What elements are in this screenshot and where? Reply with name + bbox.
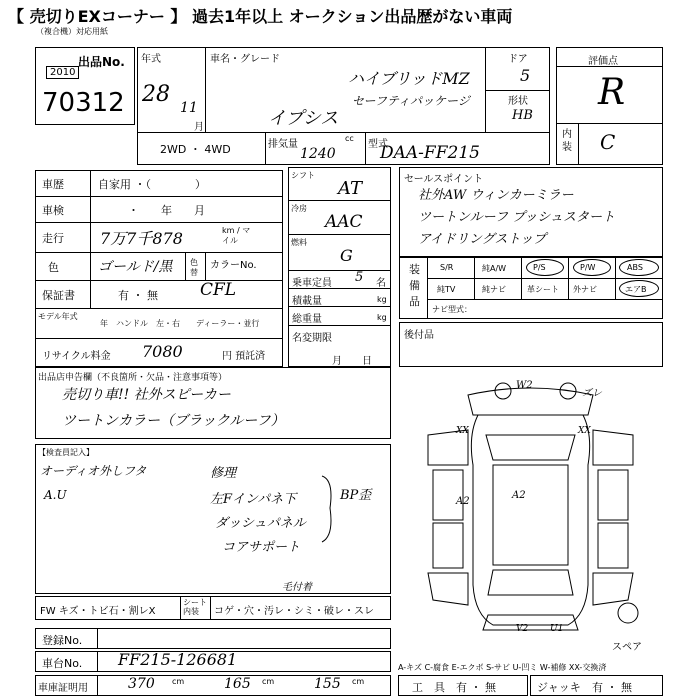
- interior-label: 内装: [562, 129, 572, 153]
- shift-label: シフト: [291, 171, 315, 180]
- capacity-label: 乗車定員: [292, 278, 332, 289]
- fuel-label: 燃料: [291, 238, 307, 247]
- jack-label: ジャッキ: [537, 681, 581, 694]
- chassis-value: FF215-126681: [118, 650, 238, 669]
- notes-label: 出品店申告欄（不良箇所・欠品・注意事項等）: [38, 373, 228, 383]
- selling-point-line1: 社外AW ウィンカーミラー: [418, 188, 574, 203]
- color-label: 色: [48, 261, 59, 274]
- inspector-right-line2: 左Fインパネ下: [210, 492, 297, 507]
- circle-ps: [526, 259, 564, 276]
- equip-ps: P/S: [533, 263, 546, 272]
- door-label: ドア: [508, 54, 528, 65]
- inspector-left-line1: オーディオ外しフタ: [40, 464, 147, 478]
- fuel-value: G: [340, 246, 353, 265]
- equipment-label: 装備品: [409, 263, 420, 308]
- equip-ext-navi: 外ナビ: [573, 285, 597, 294]
- page-title: 【 売切りEXコーナー 】 過去1年以上 オークション出品歴がない車両: [8, 7, 513, 26]
- equip-airbag: エアB: [625, 285, 647, 294]
- inspection-label: 車検: [42, 204, 64, 217]
- model-year-value: 年 ハンドル 左・右 ディーラー・並行: [100, 319, 260, 328]
- equip-navi: 純ナビ: [482, 285, 506, 294]
- equip-tv: 純TV: [437, 285, 456, 294]
- capacity-value: 5: [355, 270, 364, 285]
- cert-value2: 165: [224, 676, 251, 692]
- ac-label: 冷房: [291, 204, 307, 213]
- load-label: 積載量: [292, 296, 322, 307]
- recycle-value: 7080: [142, 342, 183, 361]
- circle-abs: [619, 259, 659, 276]
- inspector-bracket-icon: [318, 474, 338, 544]
- diagram-w2: W2: [516, 380, 533, 391]
- warranty-label: 保証書: [42, 289, 75, 302]
- model-year-label: モデル年式: [38, 312, 78, 321]
- ac-value: AAC: [325, 212, 363, 232]
- change-label: 名変期限: [292, 333, 332, 344]
- shape-label: 形状: [508, 96, 528, 107]
- color-change-label: 色替: [190, 258, 198, 277]
- circle-airbag: [619, 280, 659, 297]
- diagram-dz: ズレ: [582, 388, 602, 399]
- post-install-label: 後付品: [404, 330, 434, 341]
- interior-mark: 毛付着: [282, 582, 312, 593]
- circle-pw: [573, 259, 611, 276]
- seat-label: シート内装: [183, 598, 207, 616]
- reg-label: 登録No.: [42, 634, 83, 647]
- cert-cm1: cm: [172, 677, 185, 686]
- inspector-right-line4: コアサポート: [222, 540, 301, 555]
- capacity-unit: 名: [376, 278, 386, 289]
- usage-label: 車歴: [42, 178, 64, 191]
- car-name: イプシス: [268, 108, 339, 129]
- mileage-label: 走行: [42, 232, 64, 245]
- inspection-value: ・ 年 月: [128, 204, 205, 217]
- name-label: 車名・グレード: [210, 54, 280, 65]
- spare-label: スペア: [612, 642, 642, 653]
- cc-unit: cc: [345, 134, 354, 143]
- equip-leather: 革シート: [527, 285, 559, 294]
- equip-sr: S/R: [440, 263, 454, 272]
- warranty-value: 有 ・ 無: [118, 289, 158, 302]
- model-label: 型式: [368, 139, 388, 150]
- month-value: 11: [180, 100, 198, 116]
- selling-point-line2: ツートンルーフ プッシュスタート: [418, 210, 615, 225]
- inspector-left-line2: A.U: [44, 488, 67, 502]
- cert-value3: 155: [314, 676, 341, 692]
- diagram-xx-left: XX: [456, 426, 469, 436]
- mileage-value: 7万7千878: [100, 229, 183, 248]
- damage-legend: A-キズ C-腐食 E-エクボ S-サビ U-凹ミ W-補修 XX-交換済: [398, 663, 607, 672]
- fw-label: FW キズ・トビ石・割レX: [40, 606, 156, 617]
- inspector-right-line1: 修理: [210, 466, 237, 481]
- post-install-box: [399, 322, 663, 367]
- equip-abs: ABS: [627, 263, 643, 272]
- selling-points-label: セールスポイント: [404, 174, 484, 185]
- tools-value: 有 ・ 無: [456, 681, 496, 694]
- cert-cm2: cm: [262, 677, 275, 686]
- color-value: ゴールド/黒: [98, 259, 173, 275]
- model-value: DAA-FF215: [380, 143, 480, 163]
- jack-value: 有 ・ 無: [592, 681, 632, 694]
- recycle-unit: 円 預託済: [222, 351, 266, 362]
- inspector-right-line3: ダッシュパネル: [215, 516, 306, 531]
- lot-sub: 2010: [46, 66, 79, 79]
- chassis-label: 車台No.: [42, 657, 83, 670]
- selling-point-line3: アイドリングストップ: [418, 232, 547, 247]
- inspector-mark: BP歪: [340, 488, 372, 503]
- score-label: 評価点: [588, 56, 618, 67]
- cert-label: 車庫証明用: [38, 683, 88, 694]
- score-value: R: [598, 72, 626, 113]
- usage-value: 自家用 ・（ ）: [98, 178, 206, 191]
- shift-value: AT: [338, 178, 363, 199]
- interior-items: コゲ・穴・汚レ・シミ・破レ・スレ: [214, 606, 374, 617]
- page-subtitle: （複合機）対応用紙: [36, 27, 108, 36]
- tools-label: 工 具: [412, 681, 445, 694]
- month-unit: 月: [194, 122, 204, 133]
- diagram-xx-right: XX: [578, 426, 591, 436]
- grade-line2: セーフティパッケージ: [352, 94, 470, 108]
- reg-row: [35, 628, 391, 649]
- interior-value: C: [600, 130, 616, 154]
- grade-line1: ハイブリッドMZ: [348, 69, 470, 88]
- cc-label: 排気量: [268, 139, 298, 150]
- door-value: 5: [520, 66, 531, 85]
- equip-aw: 純A/W: [482, 264, 507, 273]
- cert-value1: 370: [128, 676, 155, 692]
- load-unit: kg: [377, 295, 387, 304]
- year-label: 年式: [141, 54, 161, 65]
- diagram-a2-left: A2: [456, 496, 470, 507]
- weight-unit: kg: [377, 313, 387, 322]
- diagram-v2: V2: [516, 624, 529, 634]
- notes-line1: 売切り車!! 社外スピーカー: [62, 387, 231, 403]
- color-no-value: CFL: [200, 280, 237, 300]
- diagram-a2-center: A2: [512, 490, 526, 501]
- inspector-label: 【検査員記入】: [38, 448, 94, 457]
- year-value: 28: [142, 82, 170, 107]
- cert-cm3: cm: [352, 677, 365, 686]
- diagram-u1: U1: [550, 624, 564, 634]
- drive-value: 2WD ・ 4WD: [160, 143, 231, 156]
- navi-type-label: ナビ型式：: [432, 305, 472, 314]
- car-damage-diagram: [398, 375, 663, 640]
- lot-label: 出品No.: [78, 55, 125, 69]
- color-no-label: カラーNo.: [210, 260, 257, 271]
- mileage-unit: km / マイル: [222, 226, 251, 245]
- notes-line2: ツートンカラー（ブラックルーフ）: [62, 413, 285, 429]
- change-unit: 月 日: [332, 356, 372, 367]
- cc-value: 1240: [300, 146, 336, 162]
- weight-label: 総重量: [292, 314, 322, 325]
- equip-pw: P/W: [580, 263, 596, 272]
- shape-value: HB: [512, 108, 533, 123]
- recycle-label: リサイクル料金: [42, 351, 111, 362]
- lot-number: 70312: [42, 88, 125, 118]
